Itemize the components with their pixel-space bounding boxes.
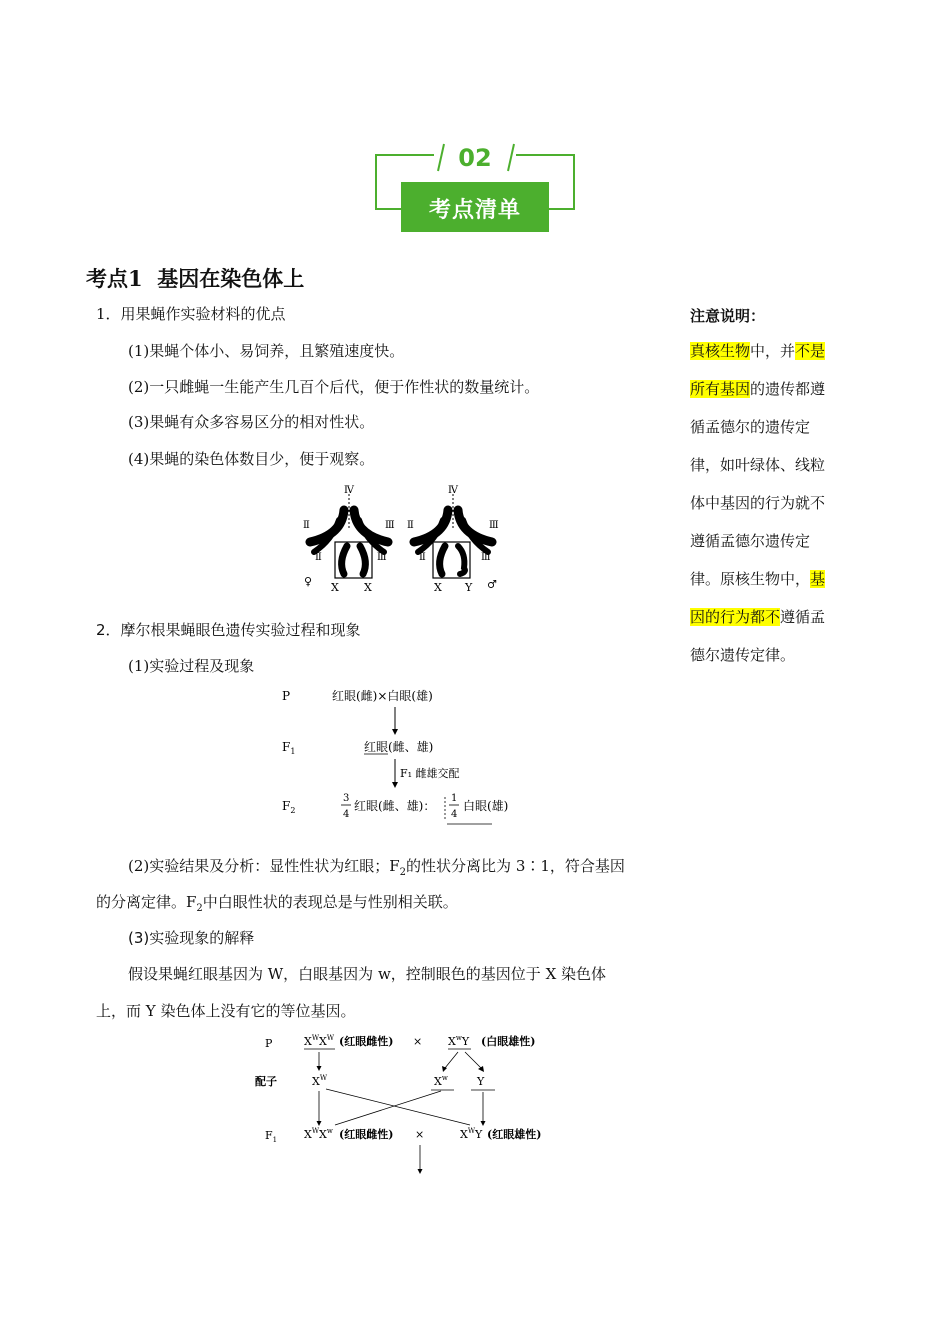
note-line-9: 德尔遗传定律。 (690, 646, 796, 664)
f1-cross-sign: × (415, 1128, 425, 1141)
f1-female-phenotype: (红眼雌性) (339, 1128, 394, 1141)
cross-f2-part2: 白眼(雄) (463, 799, 509, 813)
label-ii-male-top: Ⅱ (407, 520, 414, 531)
note-line-1: 真核生物中，并不是 (690, 342, 826, 360)
note-line-5: 体中基因的行为就不 (690, 494, 826, 512)
point2-heading: 2．摩尔根果蝇眼色遗传实验过程和现象 (96, 621, 361, 639)
point1-item-4: (4)果蝇的染色体数目少，便于观察。 (128, 450, 375, 468)
label-iv-female: Ⅳ (344, 485, 354, 496)
point1-item-2: (2)一只雌蝇一生能产生几百个后代，便于作性状的数量统计。 (128, 378, 540, 396)
f1-male-genotype: $X^WY$ (460, 1127, 483, 1141)
label-y-male: Y (465, 581, 473, 594)
gamete-female: $X^W$ (312, 1074, 328, 1088)
frac-a-num: 3 (343, 793, 350, 804)
label-iii-female-top: Ⅲ (385, 520, 395, 531)
label-iii-male-top: Ⅲ (489, 520, 499, 531)
p-female-phenotype: (红眼雌性) (339, 1035, 394, 1048)
point2-sub2-line1: (2)实验结果及分析：显性性状为红眼；$F_2$的性状分离比为 3∶1，符合基因 (128, 857, 625, 878)
point1-item-3: (3)果蝇有众多容易区分的相对性状。 (128, 413, 375, 431)
note-line-4: 律，如叶绿体、线粒 (690, 456, 826, 474)
cross-f1-sex: (雌、雄) (388, 740, 434, 754)
cross-f2-label: $F_2$ (282, 799, 296, 815)
label-iv-male: Ⅳ (448, 485, 458, 496)
label-x-female-1: X (331, 581, 339, 594)
point2-sub1: (1)实验过程及现象 (128, 657, 255, 675)
note-line-6: 遵循孟德尔遗传定 (690, 532, 811, 550)
note-line-2: 所有基因的遗传都遵 (690, 380, 826, 398)
point2-para-line2: 上，而 Y 染色体上没有它的等位基因。 (96, 1002, 356, 1020)
point2-para-line1: 假设果蝇红眼基因为 W，白眼基因为 w，控制眼色的基因位于 X 染色体 (128, 965, 607, 983)
chromosome-figure (300, 480, 510, 595)
label-iii-female-bottom: Ⅲ (377, 552, 387, 563)
label-iii-male-bottom: Ⅲ (481, 552, 491, 563)
gamete-male-y: Y (477, 1075, 485, 1088)
note-line-8: 因的行为都不遵循孟 (690, 608, 826, 626)
cross-p-line: 红眼(雌)×白眼(雄) (332, 689, 433, 703)
point1-heading: 1．用果蝇作实验材料的优点 (96, 305, 286, 323)
cross-diagram (270, 683, 530, 828)
geno-f1-label: $F_1$ (265, 1129, 278, 1144)
section-title: 考点1 基因在染色体上 (86, 266, 305, 291)
note-line-7: 律。原核生物中，基 (690, 570, 826, 588)
point1-item-1: (1)果蝇个体小、易饲养，且繁殖速度快。 (128, 342, 405, 360)
male-karyotype (407, 485, 499, 594)
note-line-3: 循孟德尔的遗传定 (690, 418, 811, 436)
frac-a-den: 4 (343, 809, 350, 820)
section-banner (372, 140, 578, 236)
p-male-genotype: $X^wY$ (448, 1034, 470, 1048)
cross-f1-result: 红眼 (364, 740, 389, 754)
gametes-label: 配子 (255, 1075, 277, 1088)
label-x-female-2: X (364, 581, 372, 594)
f1-female-genotype: $X^WX^w$ (304, 1127, 333, 1141)
point2-sub2-line2: 的分离定律。$F_2$中白眼性状的表现总是与性别相关联。 (96, 893, 458, 914)
cross-p-label: P (282, 689, 291, 703)
female-karyotype (303, 485, 395, 594)
p-female-genotype: $X^WX^W$ (304, 1034, 335, 1048)
cross-f2-part1: 红眼(雌、雄)： (354, 799, 436, 813)
label-ii-female-top: Ⅱ (303, 520, 310, 531)
banner-number: 02 (458, 144, 492, 172)
cross-f1-label: $F_1$ (282, 740, 296, 756)
p-male-phenotype: (白眼雄性) (481, 1035, 536, 1048)
frac-b-den: 4 (451, 809, 458, 820)
banner-label: 考点清单 (428, 198, 521, 223)
frac-b-num: 1 (451, 793, 458, 804)
point2-sub3: (3)实验现象的解释 (128, 929, 255, 947)
label-ii-male-bottom: Ⅱ (419, 552, 426, 563)
cross-f1-mating: F₁ 雌雄交配 (400, 767, 460, 780)
f1-male-phenotype: (红眼雄性) (487, 1128, 542, 1141)
label-ii-female-bottom: Ⅱ (315, 552, 322, 563)
geno-p-label: P (265, 1037, 273, 1050)
male-symbol: ♂ (487, 578, 497, 591)
female-symbol: ♀ (304, 575, 313, 588)
p-cross-sign: × (413, 1035, 423, 1048)
genotype-diagram (255, 1025, 565, 1180)
gamete-male-x: $X^w$ (434, 1074, 448, 1088)
note-title: 注意说明： (690, 307, 766, 325)
label-x-male: X (434, 581, 442, 594)
